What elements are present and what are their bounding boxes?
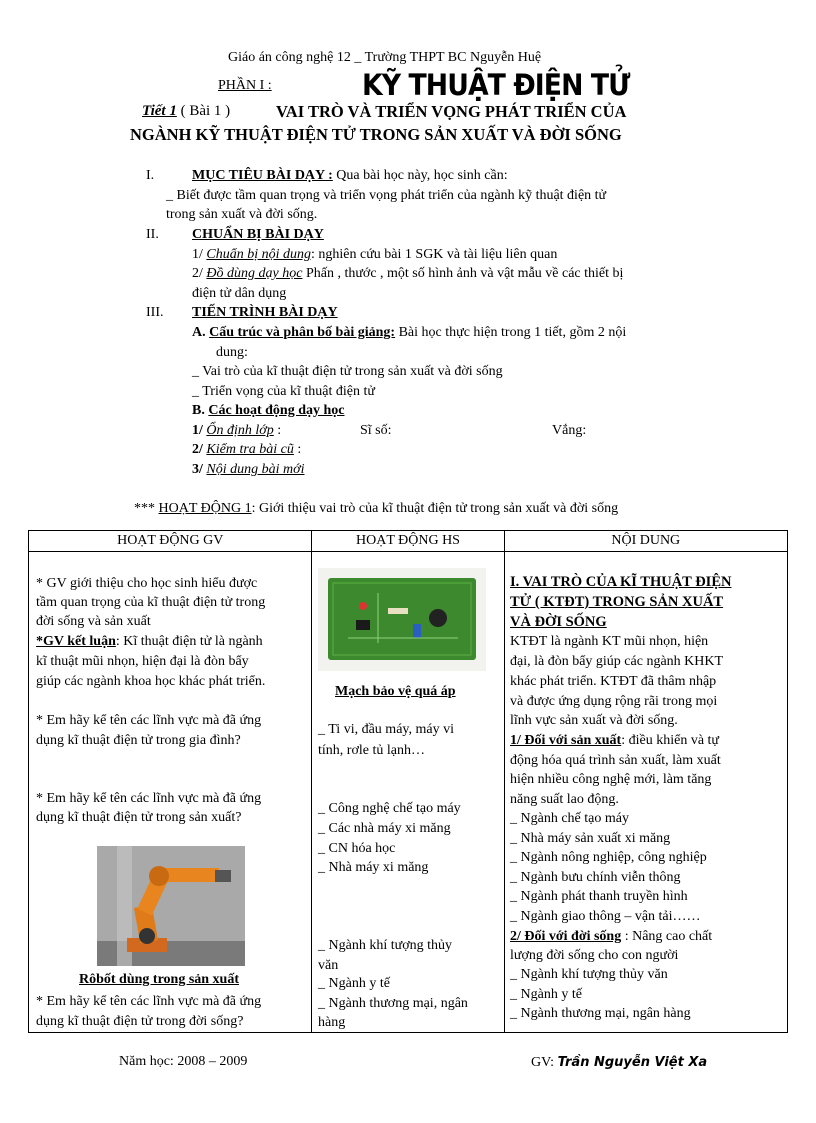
nd-s1-i4: _ Ngành bưu chính viễn thông — [510, 870, 681, 885]
section3-b2 — [192, 442, 301, 458]
nd-s2-label: 2/ Đối với đời sống — [510, 929, 622, 944]
bai-label: ( Bài 1 ) — [176, 103, 231, 119]
activity-line — [134, 501, 618, 517]
b3-label: Nội dung bài mới — [206, 462, 305, 477]
tiet-label: Tiết 1 — [142, 103, 177, 119]
gv-q1-l2: dụng kĩ thuật điện tử trong gia đình? — [36, 733, 241, 748]
section2-heading: CHUẨN BỊ BÀI DẠY — [192, 227, 324, 242]
nd-p1-l2: đại, là đòn bẩy giúp các ngành KHKT — [510, 654, 724, 669]
nd-s1-text: : điều khiển và tự — [621, 733, 720, 748]
a-label: A. — [192, 325, 206, 340]
section3-a — [192, 325, 626, 341]
section3-a-item2: _ Triển vọng của kĩ thuật điện tử — [192, 384, 375, 399]
section1-num: I. — [146, 168, 155, 183]
section3-b — [192, 403, 344, 419]
siso-label: Sĩ số: — [360, 423, 392, 438]
nd-s1-i1: _ Ngành chế tạo máy — [510, 811, 629, 826]
section1-line — [192, 168, 508, 184]
nd-s2-text: : Nâng cao chất — [621, 929, 713, 944]
nd-s2-l2: lượng đời sống cho con người — [510, 948, 679, 963]
nd-s1-l2: động hóa quá trình sản xuất, làm xuất — [510, 753, 721, 768]
item1-label: Chuẩn bị nội dung — [206, 247, 312, 262]
robot-caption: Rôbốt dùng trong sản xuất — [79, 972, 240, 987]
nd-heading-l1: I. VAI TRÒ CỦA KĨ THUẬT ĐIỆN — [510, 574, 732, 590]
hs-a2-2: _ Các nhà máy xi măng — [318, 821, 451, 836]
gv-conclusion-text: : Kĩ thuật điện tử là ngành — [115, 634, 263, 649]
section2-item2-cont: điện tử dân dụng — [192, 286, 287, 301]
gv-q2-l1: * Em hãy kể tên các lĩnh vực mà đã ứng — [36, 791, 262, 806]
hs-a3-3b: hàng — [318, 1015, 346, 1030]
footer-gv — [531, 1055, 707, 1071]
gv-q3-l1: * Em hãy kể tên các lĩnh vực mà đã ứng — [36, 994, 262, 1009]
lesson-title-line2: NGÀNH KỸ THUẬT ĐIỆN TỬ TRONG SẢN XUẤT VÀ ĐỜI SỐNG — [130, 125, 622, 144]
pcb-icon — [328, 578, 476, 660]
hs-a2-4: _ Nhà máy xi măng — [318, 860, 429, 875]
section1-heading: MỤC TIÊU BÀI DẠY : — [192, 168, 333, 183]
hs-a3-1b: văn — [318, 958, 339, 973]
nd-s1-i2: _ Nhà máy sản xuất xi măng — [510, 831, 671, 846]
hs-a2-1: _ Công nghệ chế tạo máy — [318, 801, 461, 816]
section1-line2: trong sản xuất và đời sống. — [166, 207, 318, 222]
nd-s2-l1 — [510, 929, 712, 945]
item2-label: Đồ dùng dạy học — [206, 266, 303, 281]
b-heading: Các hoạt động dạy học — [208, 403, 345, 418]
b2-label: Kiểm tra bài cũ — [206, 442, 294, 457]
gv-p2-l2: kĩ thuật mũi nhọn, hiện đại là đòn bẩy — [36, 654, 249, 669]
nd-s2-i3: _ Ngành thương mại, ngân hàng — [510, 1006, 691, 1021]
hs-a1-l2: tính, rơle tủ lạnh… — [318, 743, 425, 758]
lesson-title-line1: VAI TRÒ VÀ TRIỂN VỌNG PHÁT TRIỂN CỦA — [276, 102, 627, 121]
gv-p1-l2: tầm quan trọng của kĩ thuật điện tử trong — [36, 595, 266, 610]
robot-image — [97, 846, 245, 966]
activity-label: HOẠT ĐỘNG 1 — [158, 501, 252, 516]
nd-s1-l1 — [510, 733, 719, 749]
footer-year: Năm học: 2008 – 2009 — [119, 1054, 248, 1069]
nd-p1-l1: KTĐT là ngành KT mũi nhọn, hiện — [510, 634, 709, 649]
gv-p1-l1: * GV giới thiệu cho học sinh hiểu được — [36, 576, 258, 591]
hs-a3-1: _ Ngành khí tượng thủy — [318, 938, 452, 953]
nd-heading-l3: VÀ ĐỜI SỐNG — [510, 614, 607, 630]
nd-s1-i3: _ Ngành nông nghiệp, công nghiệp — [510, 850, 707, 865]
gv-p2-l3: giúp các ngành khoa học khác phát triển. — [36, 674, 266, 689]
header-hs: HOẠT ĐỘNG HS — [312, 531, 504, 552]
nd-s1-i5: _ Ngành phát thanh truyền hình — [510, 889, 688, 904]
hs-a1-l1: _ Ti vi, đầu máy, máy vi — [318, 722, 454, 737]
item2-num: 2/ — [192, 266, 203, 281]
nd-p1-l5: lĩnh vực sản xuất và đời sống. — [510, 713, 678, 728]
b2-colon: : — [293, 442, 302, 457]
a-heading: Cấu trúc và phân bố bài giảng: — [209, 325, 396, 340]
nd-s1-l3: hiện nhiều công nghệ mới, làm tăng — [510, 772, 712, 787]
section1-line1: _ Biết được tầm quan trọng và triển vọng phát triển của ngành kỹ thuật điện tử — [166, 188, 607, 203]
section3-heading: TIẾN TRÌNH BÀI DẠY — [192, 305, 338, 320]
item2-text: Phấn , thước , một số hình ảnh và vật mẫu về các thiết bị — [302, 266, 624, 281]
activity-text: : Giới thiệu vai trò của kĩ thuật điện tử trong sản xuất và đời sống — [251, 501, 619, 516]
hs-a2-3: _ CN hóa học — [318, 841, 396, 856]
hs-a3-3: _ Ngành thương mại, ngân — [318, 996, 468, 1011]
b-label: B. — [192, 403, 205, 418]
footer-gv-label: GV: — [531, 1055, 558, 1070]
section3-a-cont: dung: — [216, 345, 248, 360]
b1-num: 1/ — [192, 423, 203, 438]
gv-conclusion-label: *GV kết luận — [36, 634, 116, 649]
section3-b1 — [192, 423, 281, 439]
nd-s1-i6: _ Ngành giao thông – vận tải…… — [510, 909, 701, 924]
section2-item1 — [192, 247, 557, 263]
gv-p2-l1 — [36, 634, 263, 650]
section1-intro: Qua bài học này, học sinh cần: — [336, 168, 508, 183]
nd-s1-l4: năng suất lao động. — [510, 792, 619, 807]
board-caption: Mạch bảo vệ quá áp — [335, 684, 456, 699]
item1-num: 1/ — [192, 247, 203, 262]
robot-arm-icon — [97, 846, 245, 966]
section3-num: III. — [146, 305, 164, 320]
nd-s2-i2: _ Ngành y tế — [510, 987, 582, 1002]
nd-heading-l2: TỬ ( KTĐT) TRONG SẢN XUẤT — [510, 594, 724, 610]
section2-num: II. — [146, 227, 159, 242]
circuit-board-image — [318, 568, 486, 671]
b1-colon: : — [273, 423, 282, 438]
nd-s2-i1: _ Ngành khí tượng thủy văn — [510, 967, 668, 982]
header-gv: HOẠT ĐỘNG GV — [29, 531, 312, 552]
gv-q3-l2: dụng kĩ thuật điện tử trong đời sống? — [36, 1014, 244, 1029]
part-label: PHẦN I : — [218, 78, 272, 93]
nd-s1-label: 1/ Đối với sản xuất — [510, 733, 622, 748]
hs-a3-2: _ Ngành y tế — [318, 976, 390, 991]
nd-p1-l4: và được ứng dụng rộng rãi trong mọi — [510, 694, 718, 709]
nd-p1-l3: khác phát triển. KTĐT đã thâm nhập — [510, 674, 717, 689]
a-text: Bài học thực hiện trong 1 tiết, gồm 2 nội — [395, 325, 627, 340]
gv-p1-l3: đời sống và sản xuất — [36, 614, 151, 629]
activity-stars: *** — [134, 501, 159, 516]
vang-label: Vắng: — [552, 423, 587, 438]
header-nd: NỘI DUNG — [504, 531, 787, 552]
gv-q2-l2: dụng kĩ thuật điện tử trong sản xuất? — [36, 810, 242, 825]
section2-item2 — [192, 266, 623, 282]
header-top-line: Giáo án công nghệ 12 _ Trường THPT BC Nguyễn Huệ — [228, 50, 542, 65]
item1-text: : nghiên cứu bài 1 SGK và tài liệu liên quan — [311, 247, 558, 262]
b1-label: Ổn định lớp — [206, 423, 274, 438]
gv-q1-l1: * Em hãy kể tên các lĩnh vực mà đã ứng — [36, 713, 262, 728]
section3-b3 — [192, 462, 304, 478]
section3-a-item1: _ Vai trò của kĩ thuật điện tử trong sản xuất và đời sống — [192, 364, 503, 379]
footer-gv-signature: Trần Nguyễn Việt Xa — [557, 1055, 708, 1070]
part-title: KỸ THUẬT ĐIỆN TỬ — [362, 68, 630, 102]
lesson-number — [142, 103, 230, 120]
b2-num: 2/ — [192, 442, 203, 457]
b3-num: 3/ — [192, 462, 203, 477]
